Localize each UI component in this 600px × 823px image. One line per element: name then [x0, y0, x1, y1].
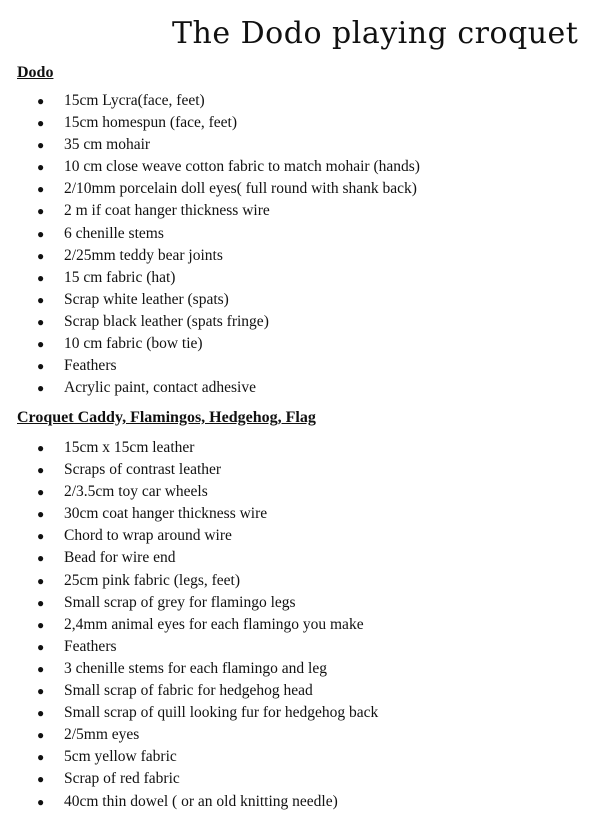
- bullet-icon: ●: [37, 94, 45, 108]
- list-item-text: Chord to wrap around wire: [64, 527, 232, 545]
- list-item-text: 2/25mm teddy bear joints: [64, 246, 223, 264]
- bullet-icon: ●: [37, 595, 45, 610]
- list-item-text: Feathers: [64, 637, 117, 655]
- list-item-text: Scraps of contrast leather: [64, 461, 222, 479]
- list-item-text: 2/10mm porcelain doll eyes( full round with shank back): [64, 180, 417, 198]
- list-item-text: Small scrap of quill looking fur for hedgehog back: [64, 704, 379, 722]
- bullet-icon: ●: [37, 337, 45, 352]
- list-item-text: Acrylic paint, contact adhesive: [64, 379, 256, 397]
- list-item-text: Feathers: [64, 357, 117, 375]
- bullet-icon: ●: [37, 463, 45, 478]
- bullet-icon: ●: [37, 661, 45, 676]
- list-item-text: 10 cm close weave cotton fabric to match mohair (hands): [64, 158, 420, 176]
- bullet-icon: ●: [37, 573, 45, 588]
- bullet-icon: ●: [37, 248, 45, 263]
- list-item-text: Scrap black leather (spats fringe): [64, 312, 269, 330]
- bullet-icon: ●: [37, 381, 45, 396]
- bullet-icon: ●: [37, 292, 45, 307]
- bullet-icon: ●: [37, 270, 45, 285]
- bullet-icon: ●: [37, 226, 45, 241]
- list-item-text: Scrap of red fabric: [64, 770, 180, 788]
- bullet-icon: ●: [37, 639, 45, 654]
- bullet-icon: ●: [37, 485, 45, 500]
- list-item-text: 2 m if coat hanger thickness wire: [64, 202, 270, 220]
- list-item-text: 40cm thin dowel ( or an old knitting needle): [64, 792, 338, 810]
- bullet-icon: ●: [37, 772, 45, 787]
- bullet-icon: ●: [37, 359, 45, 374]
- bullet-icon: ●: [37, 684, 45, 699]
- list-item-text: 6 chenille stems: [64, 224, 164, 242]
- list-item-text: 30cm coat hanger thickness wire: [64, 505, 268, 523]
- bullet-icon: ●: [37, 507, 45, 522]
- bullet-icon: ●: [37, 204, 45, 219]
- list-item-text: Small scrap of fabric for hedgehog head: [64, 682, 313, 700]
- list-item-text: 35 cm mohair: [64, 136, 151, 154]
- list-item-text: 2,4mm animal eyes for each flamingo you make: [64, 615, 364, 633]
- bullet-icon: ●: [37, 617, 45, 632]
- bullet-icon: ●: [37, 728, 45, 743]
- list-item-text: 15cm homespun (face, feet): [64, 114, 238, 132]
- bullet-icon: ●: [37, 551, 45, 566]
- bullet-icon: ●: [37, 314, 45, 329]
- bullet-icon: ●: [37, 794, 45, 809]
- bullet-icon: ●: [37, 138, 45, 153]
- list-item-text: 10 cm fabric (bow tie): [64, 335, 203, 353]
- list-item-text: 15 cm fabric (hat): [64, 268, 176, 286]
- bullet-icon: ●: [37, 750, 45, 765]
- list-item-text: Scrap white leather (spats): [64, 290, 229, 308]
- bullet-icon: ●: [37, 706, 45, 721]
- bullet-icon: ●: [37, 116, 45, 131]
- bullet-icon: ●: [37, 441, 45, 455]
- page-title: The Dodo playing croquet: [172, 16, 579, 51]
- bullet-icon: ●: [37, 182, 45, 197]
- list-item-text: 5cm yellow fabric: [64, 748, 177, 766]
- list-item-text: Bead for wire end: [64, 549, 176, 567]
- section-heading-dodo: Dodo: [17, 64, 54, 81]
- section-heading-croquet: Croquet Caddy, Flamingos, Hedgehog, Flag: [17, 409, 316, 426]
- list-item-text: 15cm Lycra(face, feet): [64, 92, 205, 109]
- bullet-icon: ●: [37, 529, 45, 544]
- list-item-text: 2/5mm eyes: [64, 726, 140, 744]
- list-item-text: 15cm x 15cm leather: [64, 439, 195, 456]
- list-item-text: 2/3.5cm toy car wheels: [64, 483, 208, 501]
- bullet-icon: ●: [37, 160, 45, 175]
- list-item-text: 3 chenille stems for each flamingo and leg: [64, 659, 327, 677]
- list-item-text: Small scrap of grey for flamingo legs: [64, 593, 296, 611]
- list-item-text: 25cm pink fabric (legs, feet): [64, 571, 241, 589]
